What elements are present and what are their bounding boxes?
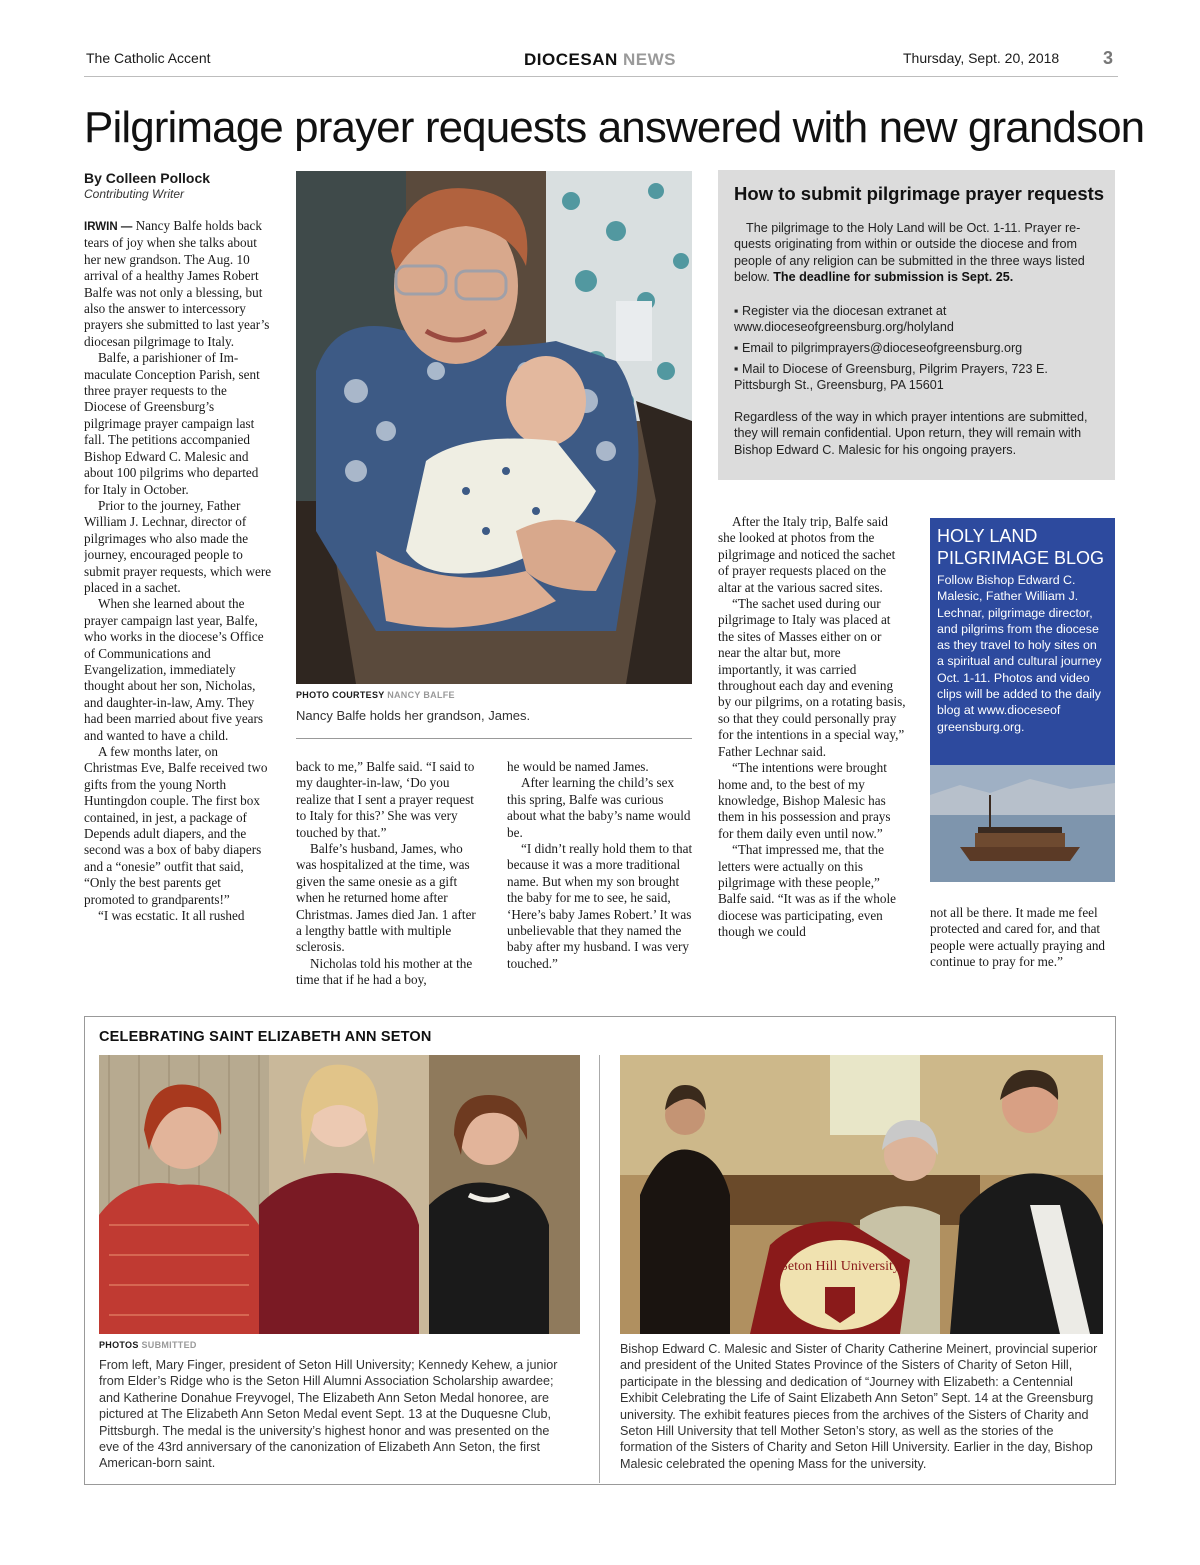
photo-caption: Nancy Balfe holds her grandson, James. xyxy=(296,708,531,723)
photo-caption: Bishop Edward C. Malesic and Sister of Charity Catherine Meinert, provincial superior and president of the United States Province of the Sisters of Charity of Seton Hill, participate in the blessing and dedication of “Journey with Elizabeth: a Centennial Exhibit Celebrating the Life of Saint Elizabeth Ann Seton” Sept. 14 at the Greensburg university. The exhibit features pieces from the archives of the Sisters of Charity and Seton Hill University that tell Mother Seton’s story, as well as the stories of the formation of the Sisters of Charity and Seton Hill University. Earlier in the day, Bishop Malesic celebrated the opening Mass for the university. xyxy=(620,1342,1098,1471)
issue-date: Thursday, Sept. 20, 2018 xyxy=(903,50,1060,66)
exhibit-dedication-photo xyxy=(620,1055,1103,1334)
feature-divider xyxy=(599,1055,600,1483)
section-title-light: NEWS xyxy=(622,50,676,69)
byline: By Colleen Pollock xyxy=(84,170,211,186)
blog-text: Follow Bishop Edward C. Malesic, Father William J. Lechnar, pilgrimage director, and pilgrims from the diocese as they travel to holy sites on a spiritual and cultural journey Oct. 1-11. Photos and video clips will be added to the daily blog at www.dioceseof greensburg.org. xyxy=(937,573,1102,734)
article-paragraph: After the Italy trip, Balfe said she looked at photos from the pilgrimage and noticed the sachet of prayer requests placed on the altar at the various sacred sites. xyxy=(718,514,896,595)
article-paragraph: Balfe’s husband, James, who was hospitalized at the time, was given the same onesie as a gift when he returned home after Christmas. James died Jan. 1 after a lengthy battle with multiple sclerosis. xyxy=(296,841,476,955)
medal-event-photo xyxy=(99,1055,580,1334)
sidebar-intro: The pilgrimage to the Holy Land will be Oct. 1-11. Prayer requests originating from within or outside the diocese and from people of any religion can be submitted in the three ways listed below. The deadline for submission is Sept. 25. xyxy=(734,221,1085,284)
header-rule xyxy=(84,76,1118,77)
article-paragraph: back to me,” Balfe said. “I said to my daughter-in-law, ‘Do you realize that I sent a prayer request to Italy for this?’ She was very touched by that.” xyxy=(296,759,475,840)
article-paragraph: A few months later, on Christmas Eve, Balfe received two gifts from the young North Huntingdon couple. The first box contained, in jest, a package of Depends adult diapers, and the second was a box of baby diapers and a “onesie” outfit that said, “Only the best parents get promoted to grandparents!” xyxy=(84,744,268,907)
article-paragraph: “I was ecstatic. It all rushed xyxy=(98,908,245,924)
feature-title: CELEBRATING SAINT ELIZABETH ANN SETON xyxy=(99,1029,432,1045)
article-paragraph: he would be named James. xyxy=(507,759,649,774)
article-paragraph: Prior to the journey, Father William J. Lechnar, director of pilgrimages who also made the journey, encouraged people to submit prayer requests, which were placed in a sachet. xyxy=(84,497,272,595)
grandmother-with-baby-photo xyxy=(296,171,692,684)
article-column-4 xyxy=(718,514,906,991)
article-paragraph: “The sachet used during our pilgrimage to Italy was placed at the sites of Masses either on or near the altar but, more importantly, it was carried throughout each day and evening by our pilgrims, on a rotating basis, so that they could personally pray for the intentions in a special way,” Father Lechnar said. xyxy=(718,596,906,759)
article-paragraph: “That impressed me, that the letters were actually on this pilgrimage with these people,” Balfe said. “It was as if the whole diocese was participating, even though we could xyxy=(718,842,896,940)
caption-rule xyxy=(296,738,692,739)
sidebar-title: How to submit pilgrimage prayer requests xyxy=(734,183,1105,204)
dateline: IRWIN — xyxy=(84,221,133,233)
svg-text:Seton Hill University: Seton Hill University xyxy=(780,1259,900,1274)
article-paragraph: Nicholas told his mother at the time that if he had a boy, xyxy=(296,955,473,988)
article-column-3 xyxy=(507,759,693,991)
article-paragraph: “I didn’t really hold them to that because it was a more traditional name. But when my son brought the baby for me to see, he said, ‘Here’s baby James Robert.’ It was unbelievable that they named the baby after my husband. I was very touched.” xyxy=(507,841,693,971)
publication-name: The Catholic Accent xyxy=(86,50,211,66)
boat-photo xyxy=(930,765,1115,882)
submit-method-item: ▪ Mail to Diocese of Greensburg, Pilgrim Prayers, 723 E. Pittsburgh St., Greensburg, PA 15601 xyxy=(734,362,1048,392)
page-number: 3 xyxy=(1103,48,1114,68)
byline-role: Contributing Writer xyxy=(84,187,185,201)
article-column-1 xyxy=(84,218,272,993)
photo-credit: PHOTOS SUBMITTED xyxy=(99,1340,197,1350)
article-paragraph: IRWIN — Nancy Balfe holds back tears of joy when she talks about her new grandson. The Aug. 10 arrival of a healthy James Robert Balfe was not only a blessing, but also the answer to intercessory prayers she submitted to last year’s diocesan pilgrimage to Italy. xyxy=(84,218,270,349)
article-paragraph: After learning the child’s sex this spring, Balfe was curious about what the baby’s name would be. xyxy=(507,775,691,840)
article-paragraph: not all be there. It made me feel protected and cared for, and that people were actually praying and continue to pray for me.” xyxy=(930,905,1106,970)
photo-credit: PHOTO COURTESY NANCY BALFE xyxy=(296,690,455,700)
section-title-bold: DIOCESAN xyxy=(524,50,618,69)
blog-title: HOLY LAND PILGRIMAGE BLOG xyxy=(937,526,1105,568)
article-column-5 xyxy=(930,905,1116,995)
submit-method-item: ▪ Email to pilgrimprayers@dioceseofgreensburg.org xyxy=(734,341,1023,355)
deadline-text: The deadline for submission is Sept. 25. xyxy=(773,269,1014,284)
photo-caption: From left, Mary Finger, president of Seton Hill University; Kennedy Kehew, a junior from Elder’s Ridge who is the Seton Hill Alumni Association Scholarship awardee; and Katherine Donahue Freyvogel, The Elizabeth Ann Seton Medal honoree, are pictured at The Elizabeth Ann Seton Medal event Sept. 13 at the Duquesne Club, Pittsburgh. The medal is the university’s highest honor and was presented on the eve of the 43rd anniversary of the canonization of Elizabeth Ann Seton, the first American-born saint. xyxy=(99,1358,558,1471)
sidebar-closing: Regardless of the way in which prayer intentions are submitted, they will remain confidential. Upon return, they will remain with Bishop Edward C. Malesic for his ongoing prayers. xyxy=(734,410,1088,457)
article-paragraph: When she learned about the prayer campaign last year, Balfe, who works in the diocese’s Office of Communications and Evangelization, immediately thought about her son, Nicholas, and daughter-in-law, Amy. They had been married about five years and wanted to have a child. xyxy=(84,596,264,743)
article-column-2 xyxy=(296,759,480,991)
submit-method-item: ▪ Register via the diocesan extranet at www.dioceseofgreensburg.org/holyland xyxy=(734,304,954,334)
article-headline: Pilgrimage prayer requests answered with new grandson xyxy=(84,103,1145,152)
article-paragraph: “The intentions were brought home and, to the best of my knowledge, Bishop Malesic has them in his possession and prays for them daily even until now.” xyxy=(718,760,891,841)
article-paragraph: Balfe, a parishioner of Immaculate Conception Parish, sent three prayer requests to the Diocese of Greensburg’s pilgrimage prayer campaign last fall. The petitions accompanied Bishop Edward C. Malesic and about 100 pilgrims who departed for Italy in October. xyxy=(84,350,260,497)
